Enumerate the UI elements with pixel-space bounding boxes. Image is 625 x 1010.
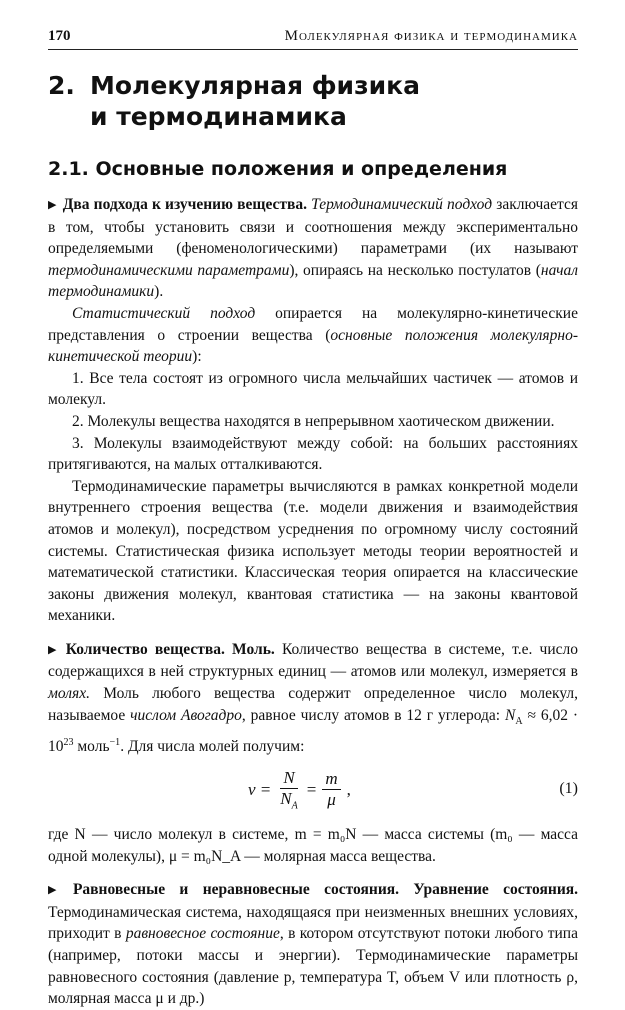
term-avogadro: числом Авогадро xyxy=(130,706,242,724)
page xyxy=(48,28,578,1010)
list-item: 1. Все тела состоят из огромного числа мельчайших частичек — атомов и молекул. xyxy=(48,369,578,409)
term-equilibrium: равновесное состояние xyxy=(125,925,280,943)
running-header xyxy=(48,28,578,50)
paragraph-two-approaches xyxy=(48,194,578,303)
bullet-title: Равновесные и неравновесные состояния. Уравнение состояния. xyxy=(72,881,579,899)
term-laws: начал термодинамики xyxy=(48,261,579,301)
equation-body xyxy=(248,768,351,811)
avogadro-sub: A xyxy=(515,715,523,727)
text: , в котором отсутствуют потоки любого типа (например, потоки массы и энергии). Термодинамические параметры равновесного состояния (давление p, температура T, объем V или плотность ρ, молярная масса μ и др.) xyxy=(48,925,578,1008)
equation-number: (1) xyxy=(559,780,578,798)
fraction-2 xyxy=(322,769,340,810)
avogadro-unit: моль xyxy=(73,738,110,756)
avogadro-value: ≈ 6,02 · 10 xyxy=(48,706,579,756)
chapter-number: 2. xyxy=(48,71,75,100)
chapter-title-line2: и термодинамика xyxy=(90,102,347,131)
bullet-title: Количество вещества. Моль. xyxy=(65,640,275,658)
page-number: 170 xyxy=(48,28,71,44)
text: . Для числа молей получим: xyxy=(120,738,305,756)
text: Количество вещества в системе, т.е. число содержащихся в ней структурных единиц — атомов или молекул, измеряется в xyxy=(48,640,578,681)
bullet-triangle-icon: ▶ xyxy=(48,884,67,897)
bullet-triangle-icon: ▶ xyxy=(48,199,57,211)
term-mkt: основные положения молекулярно-кинетической теории xyxy=(48,326,578,366)
paragraph-equilibrium xyxy=(48,879,578,1010)
term-stat-approach: Статистический подход xyxy=(72,304,256,322)
text: опирается на молекулярно-кинетические представления о строении вещества ( xyxy=(48,304,578,344)
eq-sign: = xyxy=(306,779,317,799)
term-thermo-approach: Термодинамический подход xyxy=(311,196,493,213)
term-thermo-params: термодинамическими параметрами xyxy=(48,261,290,279)
text: Моль любого вещества содержит определенное число молекул, называемое xyxy=(48,685,578,724)
numerator: N xyxy=(280,768,297,789)
list-item: 3. Молекулы взаимодействуют между собой: на больших расстояниях притягиваются, на малых отталкиваются. xyxy=(48,434,578,474)
paragraph-amount xyxy=(48,639,578,758)
text: ): xyxy=(192,348,202,366)
paragraph-thermo-params: Термодинамические параметры вычисляются в рамках конкретной модели внутреннего строения вещества (т.е. модели движения и взаимодействия атомов и молекул), посредством усреднения по огромному числу состояний системы. Статистическая физика использует методы теории вероятностей и математической статистики. Классическая теория опирается на классические законы движения молекул, квантовая статистика — на законы квантовой механики. xyxy=(48,477,578,625)
eq-tail: , xyxy=(346,779,351,799)
text: заключается в том, чтобы установить связи и соотношения между экспериментально определяемыми (феноменологическими) параметрами (их называют xyxy=(48,196,579,258)
text: , равное числу атомов в 12 г углерода: xyxy=(241,706,505,724)
denominator xyxy=(277,789,300,811)
text: ), опираясь на несколько постулатов ( xyxy=(289,261,541,279)
chapter-title xyxy=(48,70,578,132)
bullet-title: Два подхода к изучению вещества. xyxy=(62,196,308,213)
term-moles: молях. xyxy=(48,685,90,703)
section-title: 2.1. Основные положения и определения xyxy=(48,158,508,180)
numerator: m xyxy=(322,769,340,790)
bullet-triangle-icon: ▶ xyxy=(48,643,60,656)
denominator-sub: A xyxy=(291,800,298,812)
paragraph-statistical xyxy=(48,303,578,368)
fraction-1 xyxy=(277,768,300,811)
avogadro-unit-exp: −1 xyxy=(109,737,121,749)
eq-lhs: ν = xyxy=(248,779,272,799)
text: ). xyxy=(154,283,164,301)
chapter-title-line1: Молекулярная физика xyxy=(90,71,420,100)
paragraph-where: где N — число молекул в системе, m = m₀N — масса системы (m₀ — масса одной молекулы), μ = m₀N_A — молярная масса вещества. xyxy=(48,826,578,865)
running-title: Молекулярная физика и термодинамика xyxy=(284,28,578,44)
denominator-symbol: N xyxy=(280,789,292,809)
denominator: μ xyxy=(327,790,336,810)
text: Термодинамическая система, находящаяся при неизменных внешних условиях, приходит в xyxy=(48,903,578,943)
avogadro-symbol: N xyxy=(504,706,516,724)
list-item: 2. Молекулы вещества находятся в непрерывном хаотическом движении. xyxy=(72,412,555,430)
equation-1 xyxy=(48,764,578,818)
avogadro-exp: 23 xyxy=(63,737,74,749)
